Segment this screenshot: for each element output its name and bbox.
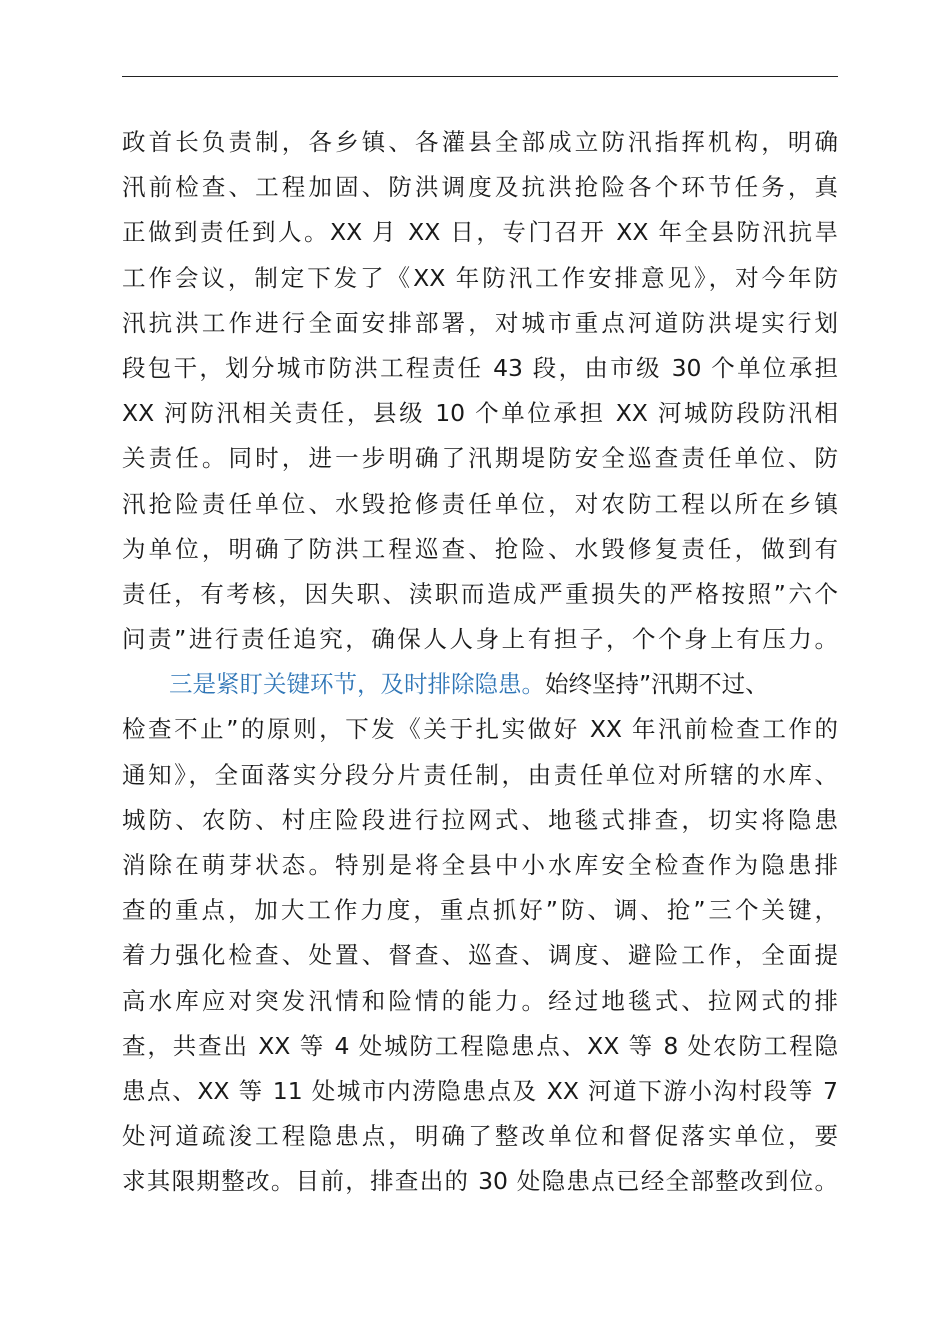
paragraph-line: 责任，有考核，因失职、渎职而造成严重损失的严格按照”六个	[122, 579, 838, 608]
paragraph-line: 着力强化检查、处置、督查、巡查、调度、避险工作，全面提	[122, 941, 838, 970]
paragraph-line: 工作会议，制定下发了《XX 年防汛工作安排意见》，对今年防	[122, 263, 838, 292]
paragraph-line: 段包干，划分城市防洪工程责任 43 段，由市级 30 个单位承担	[122, 353, 838, 382]
paragraph-line: 问责”进行责任追究，确保人人身上有担子，个个身上有压力。	[122, 625, 838, 654]
paragraph-line: 求其限期整改。目前，排查出的 30 处隐患点已经全部整改到位。	[122, 1167, 838, 1196]
paragraph-line: 正做到责任到人。XX 月 XX 日，专门召开 XX 年全县防汛抗旱	[122, 218, 838, 247]
paragraph-line: 为单位，明确了防洪工程巡查、抢险、水毁修复责任，做到有	[122, 534, 838, 563]
paragraph-line: XX 河防汛相关责任，县级 10 个单位承担 XX 河城防段防汛相	[122, 399, 838, 428]
paragraph-line-rest: 始终坚持”汛期不过、	[545, 670, 769, 699]
paragraph-line: 检查不止”的原则，下发《关于扎实做好 XX 年汛前检查工作的	[122, 715, 838, 744]
header-rule	[122, 76, 838, 77]
paragraph-line: 患点、XX 等 11 处城市内涝隐患点及 XX 河道下游小沟村段等 7	[122, 1076, 838, 1105]
paragraph-line: 汛前检查、工程加固、防洪调度及抗洪抢险各个环节任务，真	[122, 173, 838, 202]
paragraph-line: 查的重点，加大工作力度，重点抓好”防、调、抢”三个关键，	[122, 896, 838, 925]
paragraph-line: 高水库应对突发汛情和险情的能力。经过地毯式、拉网式的排	[122, 986, 838, 1015]
paragraph-line: 查，共查出 XX 等 4 处城防工程隐患点、XX 等 8 处农防工程隐	[122, 1031, 838, 1060]
paragraph-line: 汛抢险责任单位、水毁抢修责任单位，对农防工程以所在乡镇	[122, 489, 838, 518]
paragraph-line: 通知》，全面落实分段分片责任制，由责任单位对所辖的水库、	[122, 760, 838, 789]
document-body	[122, 120, 838, 1205]
paragraph-line: 城防、农防、村庄险段进行拉网式、地毯式排查，切实将隐患	[122, 805, 838, 834]
paragraph-line: 消除在萌芽状态。特别是将全县中小水库安全检查作为隐患排	[122, 851, 838, 879]
paragraph-line: 汛抗洪工作进行全面安排部署，对城市重点河道防洪堤实行划	[122, 308, 838, 337]
paragraph-line: 关责任。同时，进一步明确了汛期堤防安全巡查责任单位、防	[122, 444, 838, 473]
paragraph-first-line	[122, 662, 838, 707]
section-heading: 三是紧盯关键环节，及时排除隐患。	[169, 670, 545, 699]
paragraph-line: 政首长负责制，各乡镇、各灌县全部成立防汛指挥机构，明确	[122, 128, 838, 156]
paragraph-line: 处河道疏浚工程隐患点，明确了整改单位和督促落实单位，要	[122, 1122, 838, 1151]
